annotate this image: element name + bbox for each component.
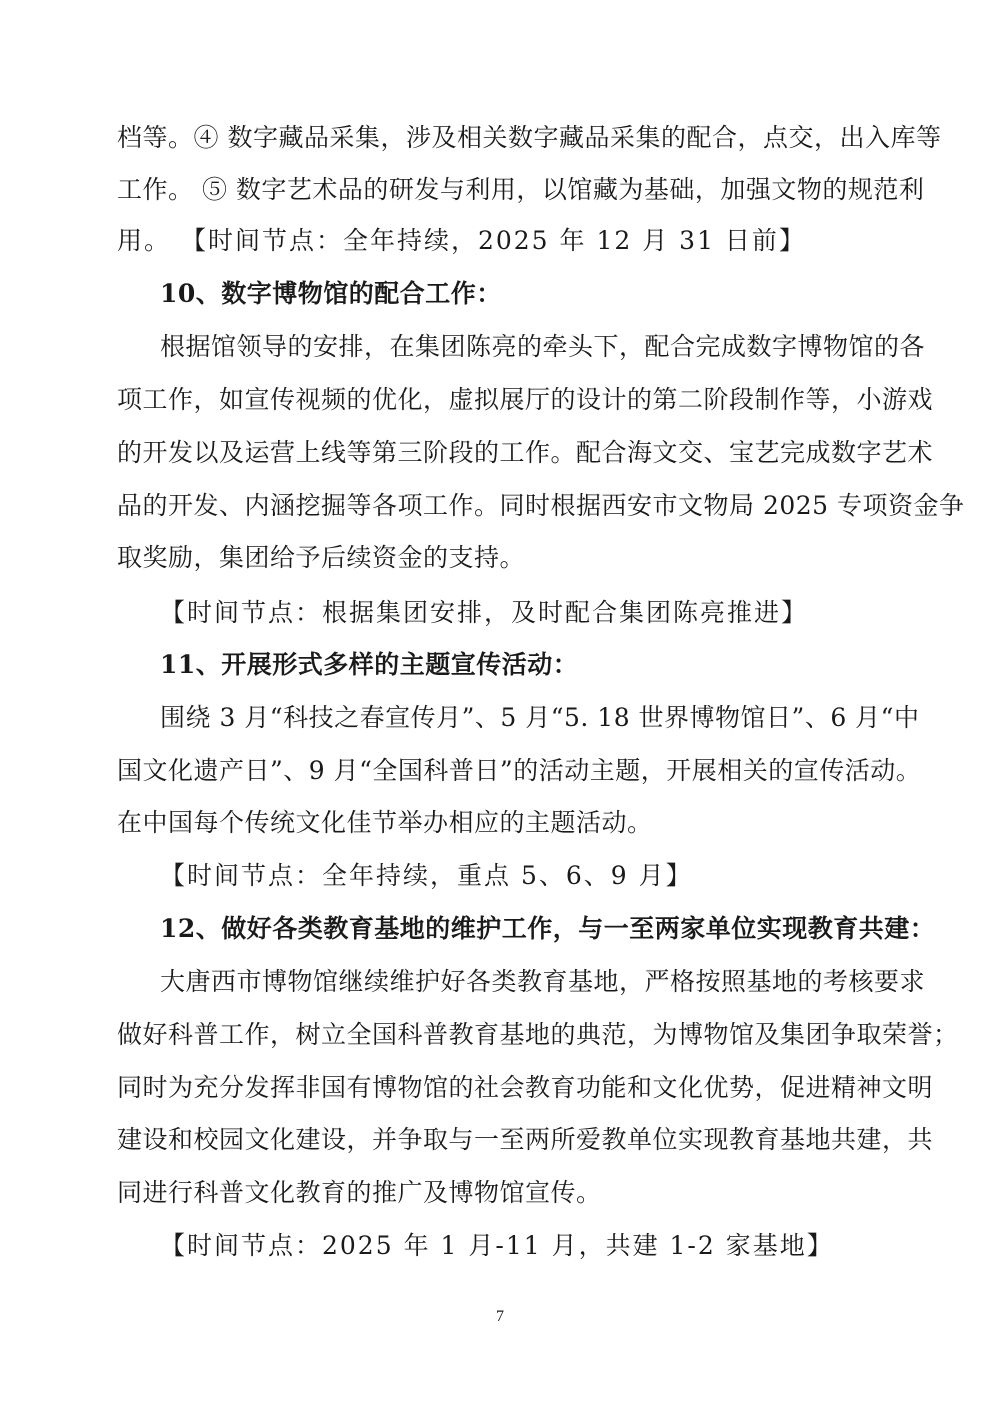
paragraph-line: 根据馆领导的安排，在集团陈亮的牵头下，配合完成数字博物馆的各: [160, 332, 926, 361]
section-heading-10: 10、数字博物馆的配合工作：: [160, 279, 502, 308]
time-node-11: 【时间节点：全年持续，重点 5、6、9 月】: [160, 861, 693, 890]
paragraph-line: 品的开发、内涵挖掘等各项工作。同时根据西安市文物局 2025 专项资金争: [117, 491, 965, 520]
paragraph-line: 档等。④ 数字藏品采集，涉及相关数字藏品采集的配合，点交，出入库等: [117, 123, 942, 152]
paragraph-line: 做好科普工作，树立全国科普教育基地的典范，为博物馆及集团争取荣誉；: [117, 1020, 959, 1049]
paragraph-line-time-node: 用。 【时间节点：全年持续，2025 年 12 月 31 日前】: [117, 226, 806, 255]
section-heading-11: 11、开展形式多样的主题宣传活动：: [160, 650, 579, 679]
paragraph-line: 在中国每个传统文化佳节举办相应的主题活动。: [117, 808, 653, 837]
paragraph-line: 大唐西市博物馆继续维护好各类教育基地，严格按照基地的考核要求: [160, 967, 926, 996]
time-node-12: 【时间节点：2025 年 1 月-11 月，共建 1-2 家基地】: [160, 1231, 834, 1260]
paragraph-line: 工作。 ⑤ 数字艺术品的研发与利用，以馆藏为基础，加强文物的规范利: [117, 175, 925, 204]
section-heading-12: 12、做好各类教育基地的维护工作，与一至两家单位实现教育共建：: [160, 914, 936, 943]
paragraph-line: 同进行科普文化教育的推广及博物馆宣传。: [117, 1178, 602, 1207]
paragraph-line: 国文化遗产日”、9 月“全国科普日”的活动主题，开展相关的宣传活动。: [117, 756, 922, 785]
paragraph-line: 同时为充分发挥非国有博物馆的社会教育功能和文化优势，促进精神文明: [117, 1073, 934, 1102]
paragraph-line: 围绕 3 月“科技之春宣传月”、5 月“5. 18 世界博物馆日”、6 月“中: [160, 703, 920, 732]
paragraph-line: 建设和校园文化建设，并争取与一至两所爱教单位实现教育基地共建，共: [117, 1125, 934, 1154]
paragraph-line: 项工作，如宣传视频的优化，虚拟展厅的设计的第二阶段制作等，小游戏: [117, 385, 934, 414]
paragraph-line: 取奖励，集团给予后续资金的支持。: [117, 543, 526, 572]
page-number: 7: [496, 1308, 504, 1325]
time-node-10: 【时间节点：根据集团安排，及时配合集团陈亮推进】: [160, 598, 809, 627]
paragraph-line: 的开发以及运营上线等第三阶段的工作。配合海文交、宝艺完成数字艺术: [117, 438, 934, 467]
